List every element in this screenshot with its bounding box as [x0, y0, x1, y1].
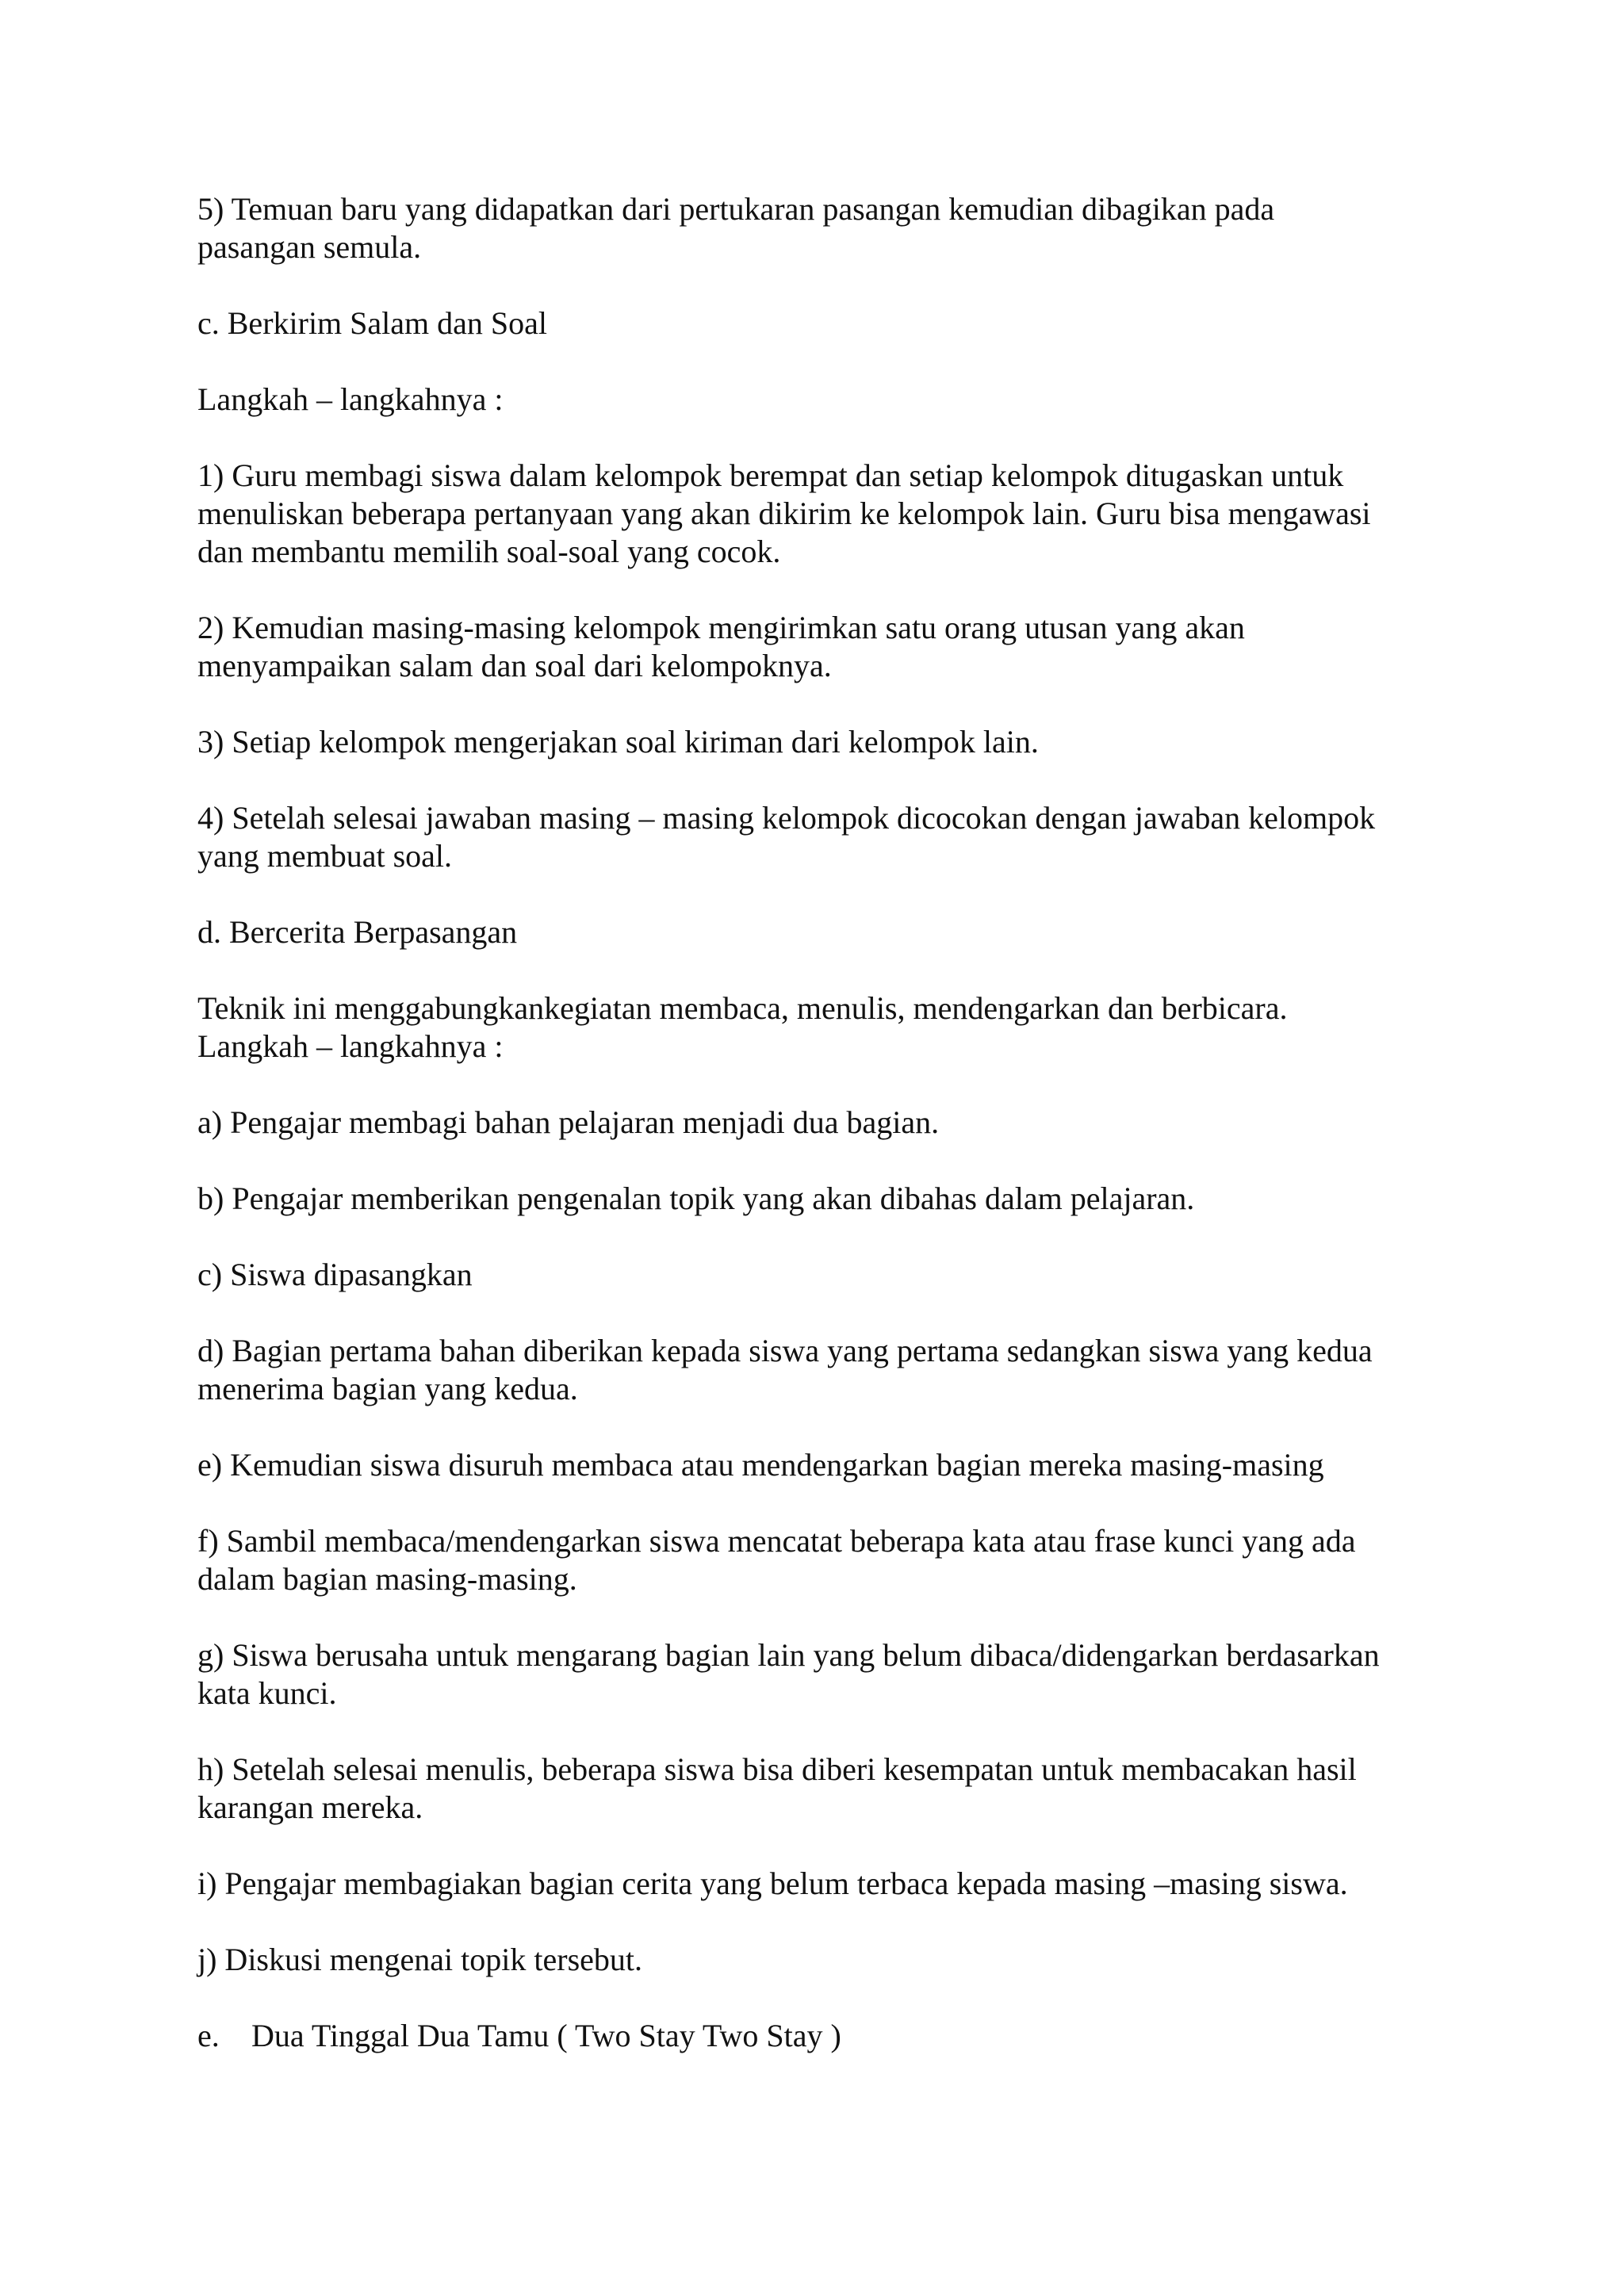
paragraph: [197, 1256, 1434, 1294]
paragraph: [197, 1522, 1434, 1598]
text-line: c) Siswa dipasangkan: [197, 1257, 473, 1292]
text-line: menuliskan beberapa pertanyaan yang akan dikirim ke kelompok lain. Guru bisa mengawasi: [197, 496, 1371, 531]
paragraph: [197, 1180, 1434, 1218]
text-line: d) Bagian pertama bahan diberikan kepada siswa yang pertama sedangkan siswa yang kedua: [197, 1333, 1373, 1368]
text-line: g) Siswa berusaha untuk mengarang bagian lain yang belum dibaca/didengarkan berdasarkan: [197, 1637, 1380, 1673]
text-line: 2) Kemudian masing-masing kelompok mengirimkan satu orang utusan yang akan: [197, 610, 1245, 645]
paragraph: [197, 1636, 1434, 1712]
text-line: pasangan semula.: [197, 229, 422, 265]
text-line: 4) Setelah selesai jawaban masing – masing kelompok dicocokan dengan jawaban kelompok: [197, 800, 1376, 836]
section-marker: e.: [197, 2018, 220, 2053]
text-line: Langkah – langkahnya :: [197, 381, 504, 417]
paragraph: [197, 1751, 1434, 1827]
paragraph: [197, 381, 1434, 419]
paragraph: [197, 989, 1434, 1066]
text-line: yang membuat soal.: [197, 838, 453, 874]
text-line: 5) Temuan baru yang didapatkan dari pertukaran pasangan kemudian dibagikan pada: [197, 191, 1275, 227]
text-line: f) Sambil membaca/mendengarkan siswa mencatat beberapa kata atau frase kunci yang ada: [197, 1523, 1356, 1559]
text-line: j) Diskusi mengenai topik tersebut.: [197, 1942, 643, 1977]
paragraph: [197, 304, 1434, 342]
text-line: c. Berkirim Salam dan Soal: [197, 305, 548, 341]
text-line: h) Setelah selesai menulis, beberapa siswa bisa diberi kesempatan untuk membacakan hasil: [197, 1751, 1357, 1787]
text-line: menerima bagian yang kedua.: [197, 1371, 578, 1406]
section-title: Dua Tinggal Dua Tamu ( Two Stay Two Stay ): [251, 2018, 841, 2053]
text-line: a) Pengajar membagi bahan pelajaran menjadi dua bagian.: [197, 1104, 940, 1140]
text-line: i) Pengajar membagiakan bagian cerita yang belum terbaca kepada masing –masing siswa.: [197, 1866, 1348, 1901]
paragraph: [197, 1104, 1434, 1142]
paragraph: [197, 723, 1434, 761]
paragraph: [197, 1941, 1434, 1979]
text-line: 3) Setiap kelompok mengerjakan soal kiriman dari kelompok lain.: [197, 724, 1039, 760]
paragraph: [197, 913, 1434, 951]
text-line: b) Pengajar memberikan pengenalan topik yang akan dibahas dalam pelajaran.: [197, 1181, 1195, 1216]
text-line: menyampaikan salam dan soal dari kelompoknya.: [197, 648, 832, 683]
text-line: Langkah – langkahnya :: [197, 1028, 504, 1064]
document-body: [197, 190, 1434, 2093]
text-line: kata kunci.: [197, 1675, 337, 1711]
paragraph: [197, 799, 1434, 875]
text-line: e) Kemudian siswa disuruh membaca atau mendengarkan bagian mereka masing-masing: [197, 1447, 1324, 1483]
text-line: d. Bercerita Berpasangan: [197, 914, 518, 950]
text-line: Teknik ini menggabungkankegiatan membaca, menulis, mendengarkan dan berbicara.: [197, 990, 1288, 1026]
text-line: karangan mereka.: [197, 1789, 423, 1825]
paragraph: [197, 609, 1434, 685]
section-heading-e: [197, 2017, 1434, 2055]
paragraph: [197, 1332, 1434, 1408]
paragraph: [197, 457, 1434, 571]
paragraph: [197, 190, 1434, 266]
paragraph: [197, 1446, 1434, 1484]
text-line: 1) Guru membagi siswa dalam kelompok berempat dan setiap kelompok ditugaskan untuk: [197, 457, 1344, 493]
text-line: dalam bagian masing-masing.: [197, 1561, 577, 1597]
text-line: dan membantu memilih soal-soal yang cocok.: [197, 534, 781, 569]
paragraph: [197, 1865, 1434, 1903]
